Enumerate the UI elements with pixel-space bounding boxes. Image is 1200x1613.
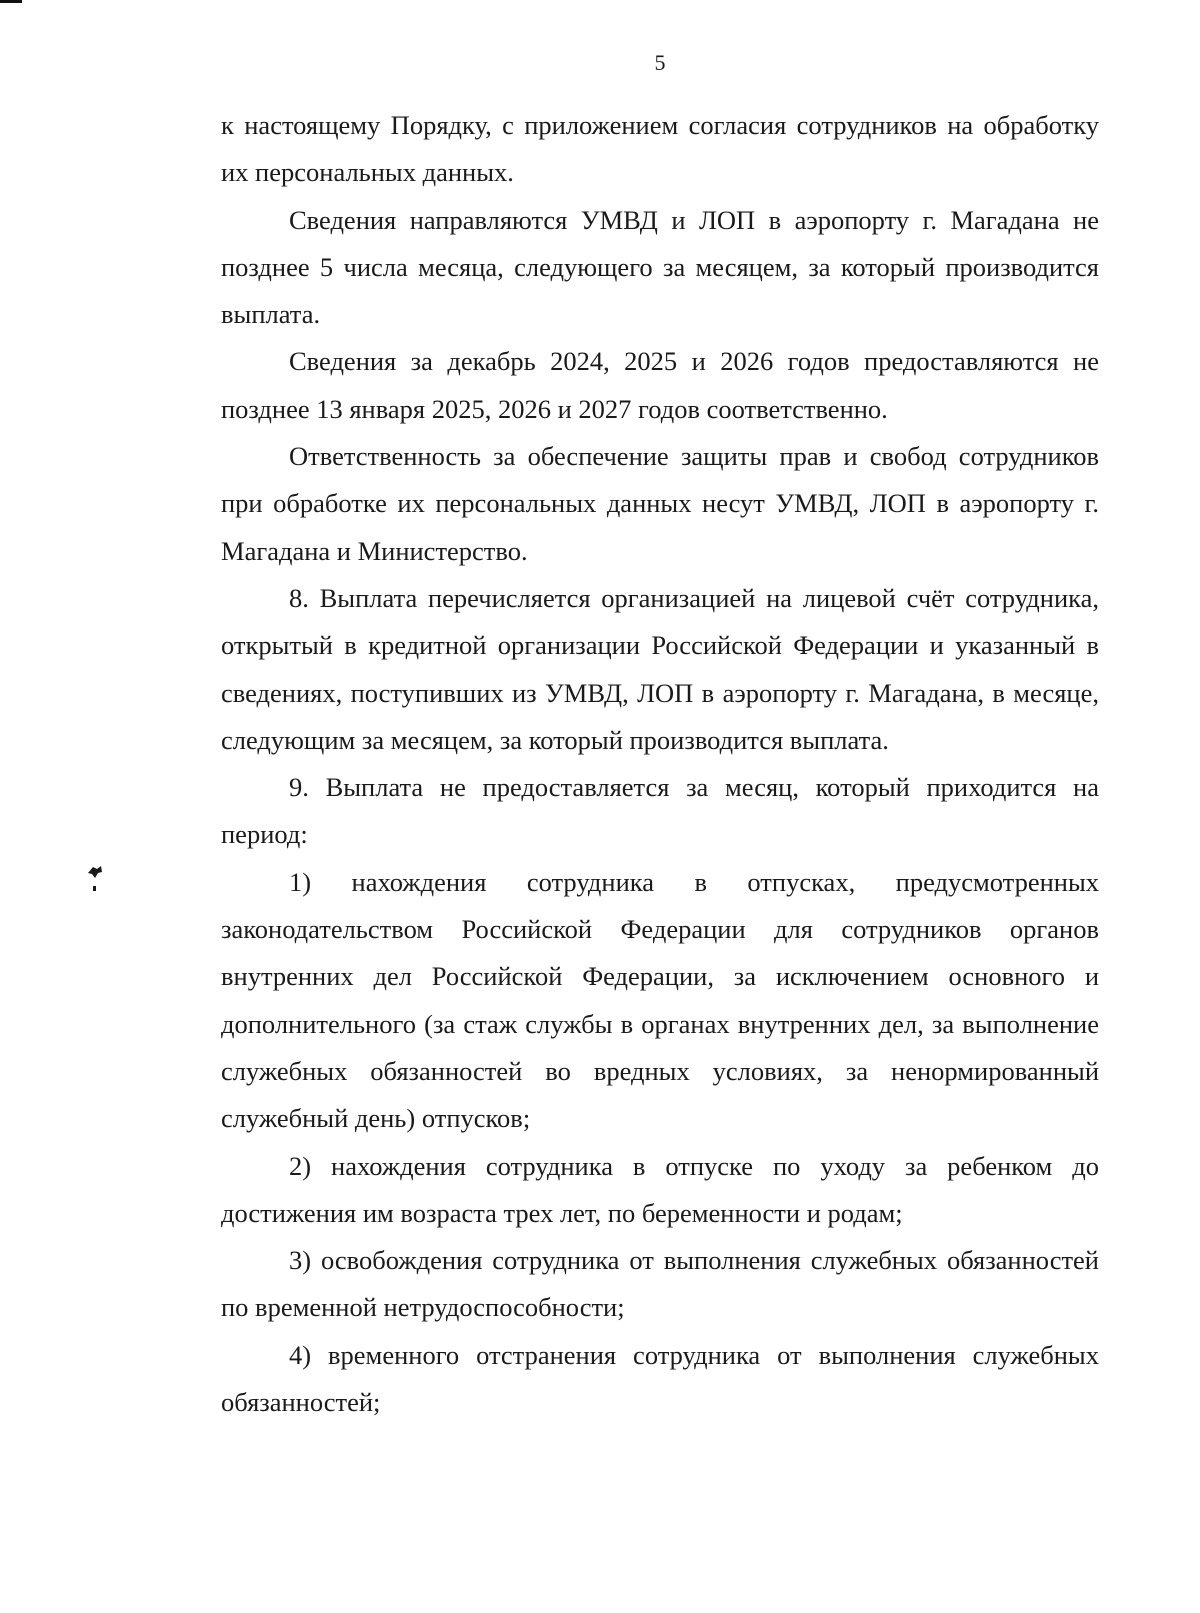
page-number: 5 [654, 50, 666, 75]
paragraph-december-deadline: Сведения за декабрь 2024, 2025 и 2026 годов предоставляются не позднее 13 января 2025, 2026 и 2027 годов соответственно. [221, 346, 1099, 424]
paragraph-item-9: 9. Выплата не предоставляется за месяц, который приходится на период: [221, 772, 1099, 850]
paragraph-subitem-3: 3) освобождения сотрудника от выполнения служебных обязанностей по временной нетрудоспособности; [221, 1245, 1099, 1323]
paragraph-subitem-1: 1) нахождения сотрудника в отпусках, предусмотренных законодательством Российской Федерации для сотрудников органов внутренних дел Российской Федерации, за исключением основного и дополнительного (за стаж службы в органах внутренних дел, за выполнение служебных обязанностей во вредных условиях, за ненормированный служебный день) отпусков; [221, 866, 1099, 1134]
paragraph-subitem-4: 4) временного отстранения сотрудника от выполнения служебных обязанностей; [221, 1339, 1099, 1418]
paragraph-consent-clause: к настоящему Порядку, с приложением согласия сотрудников на обработку их персональных данных. [221, 110, 1099, 188]
paragraph-submission-deadline: Сведения направляются УМВД и ЛОП в аэропорту г. Магадана не позднее 5 числа месяца, следующего за месяцем, за который производится выплата. [221, 204, 1099, 330]
paragraph-item-8: 8. Выплата перечисляется организацией на лицевой счёт сотрудника, открытый в кредитной организации Российской Федерации и указанный в сведениях, поступивших из УМВД, ЛОП в аэропорту г. Магадана, в месяце, следующим за месяцем, за который производится выплата. [221, 582, 1099, 755]
scan-speck-mark [86, 864, 104, 894]
paragraph-subitem-2: 2) нахождения сотрудника в отпуске по уходу за ребенком до достижения им возраста трех лет, по беременности и родам; [221, 1150, 1099, 1228]
paragraph-responsibility: Ответственность за обеспечение защиты прав и свобод сотрудников при обработке их персональных данных несут УМВД, ЛОП в аэропорту г. Магадана и Министерство. [221, 441, 1099, 566]
scan-corner-mark [0, 0, 22, 3]
document-body [221, 102, 1099, 1426]
